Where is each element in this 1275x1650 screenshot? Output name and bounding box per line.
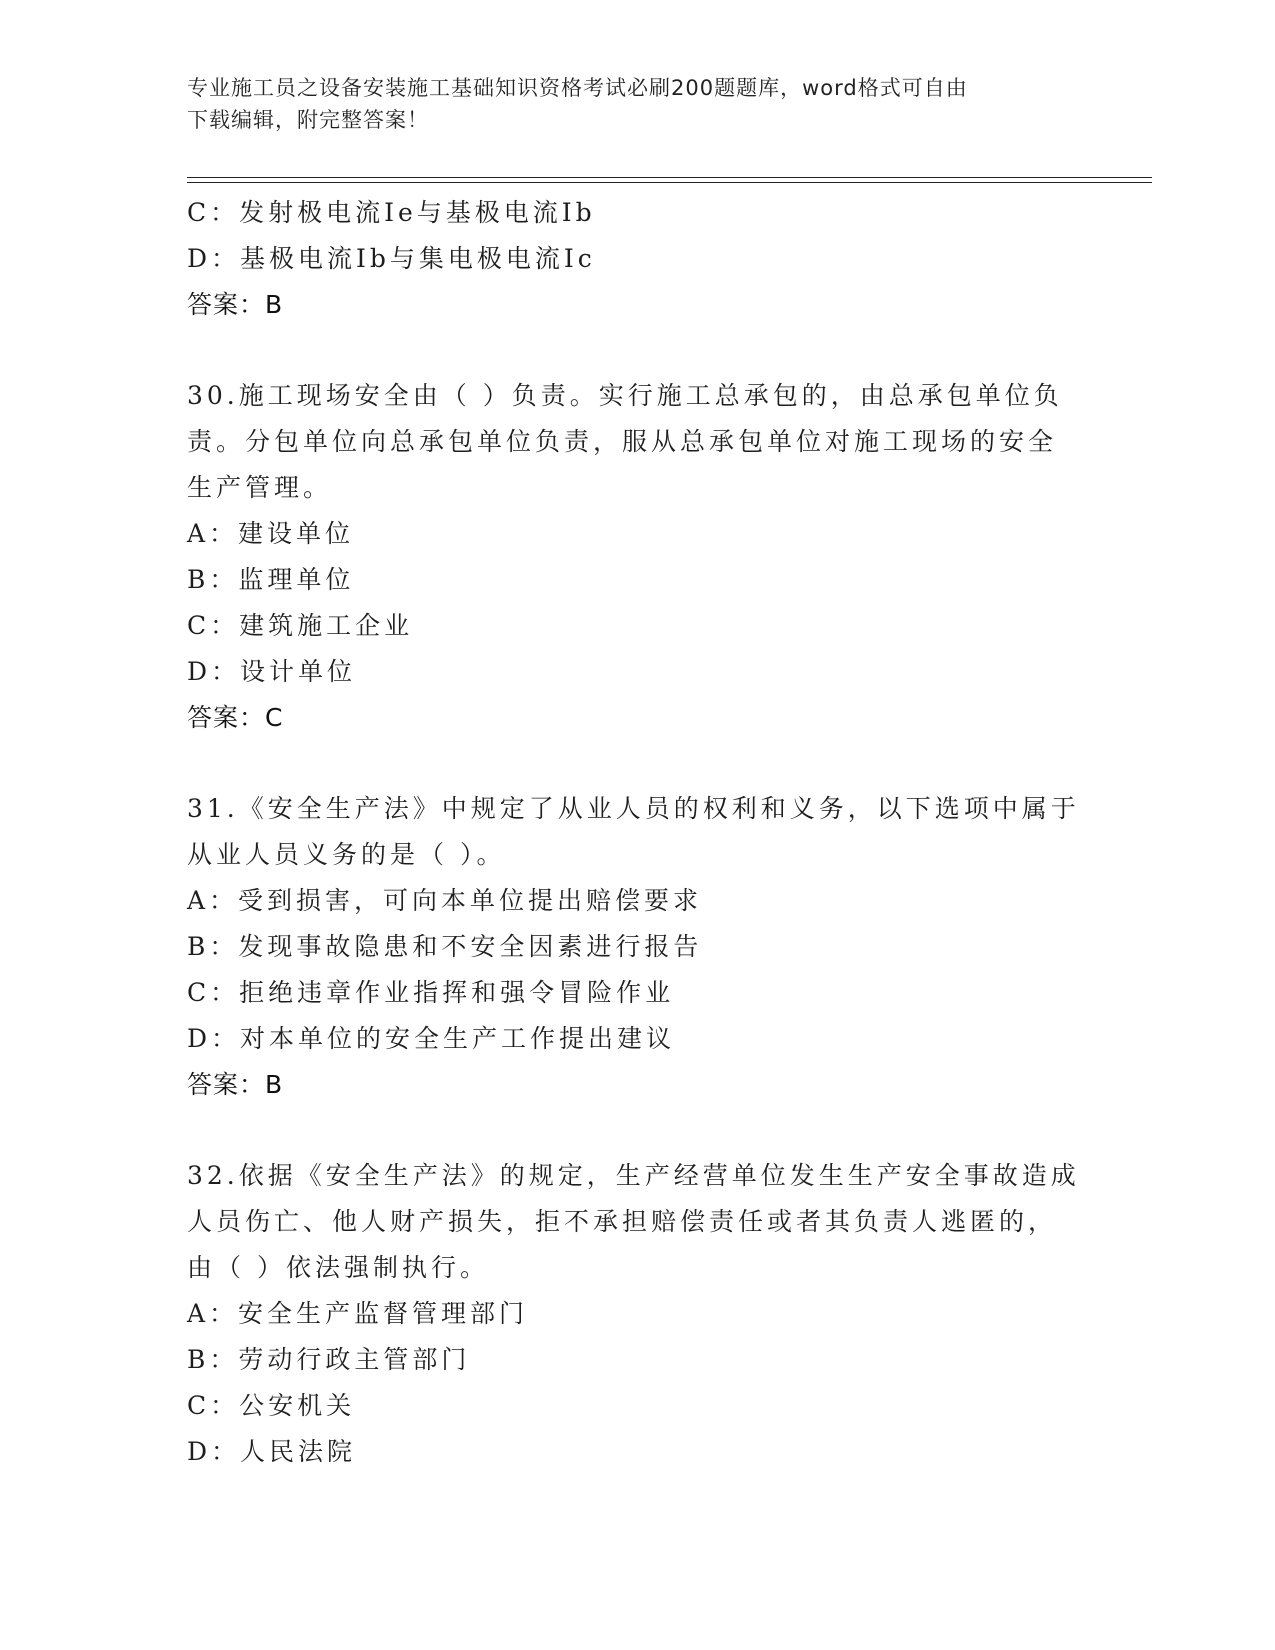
question-stem-line: 32.依据《安全生产法》的规定，生产经营单位发生生产安全事故造成 bbox=[187, 1161, 1080, 1190]
header-line-2: 下载编辑，附完整答案！ bbox=[187, 108, 429, 132]
answer-label: 答案：B bbox=[187, 290, 284, 319]
option-a: A：安全生产监督管理部门 bbox=[187, 1299, 529, 1328]
option-c: C：公安机关 bbox=[187, 1391, 356, 1420]
option-d: D：对本单位的安全生产工作提出建议 bbox=[187, 1024, 676, 1053]
question-30 bbox=[187, 373, 1087, 741]
question-stem-line: 由（ ）依法强制执行。 bbox=[187, 1253, 489, 1282]
header-divider-top bbox=[187, 177, 1152, 178]
question-stem-line: 责。分包单位向总承包单位负责，服从总承包单位对施工现场的安全 bbox=[187, 427, 1058, 456]
header-divider-bottom bbox=[187, 182, 1152, 183]
option-a: A：建设单位 bbox=[187, 519, 355, 548]
question-stem-line: 30.施工现场安全由（ ）负责。实行施工总承包的，由总承包单位负 bbox=[187, 381, 1063, 410]
question-stem-line: 人员伤亡、他人财产损失，拒不承担赔偿责任或者其负责人逃匿的， bbox=[187, 1207, 1058, 1236]
option-b: B：劳动行政主管部门 bbox=[187, 1345, 471, 1374]
answer-label: 答案：B bbox=[187, 1070, 284, 1099]
option-b: B：监理单位 bbox=[187, 565, 355, 594]
question-stem-line: 31.《安全生产法》中规定了从业人员的权利和义务，以下选项中属于 bbox=[187, 794, 1080, 823]
question-stem-line: 生产管理。 bbox=[187, 473, 333, 502]
option-c: C：发射极电流Ie与基极电流Ib bbox=[187, 198, 596, 227]
option-d: D：人民法院 bbox=[187, 1437, 357, 1466]
header-line-1: 专业施工员之设备安装施工基础知识资格考试必刷200题题库，word格式可自由 bbox=[187, 76, 968, 100]
question-32 bbox=[187, 1153, 1087, 1475]
option-d: D：基极电流Ib与集电极电流Ic bbox=[187, 244, 596, 273]
option-d: D：设计单位 bbox=[187, 657, 357, 686]
option-c: C：建筑施工企业 bbox=[187, 611, 414, 640]
document-header bbox=[187, 72, 1067, 136]
option-c: C：拒绝违章作业指挥和强令冒险作业 bbox=[187, 978, 675, 1007]
question-stem-line: 从业人员义务的是（ ）。 bbox=[187, 840, 506, 869]
question-list bbox=[187, 190, 1087, 1475]
option-a: A：受到损害，可向本单位提出赔偿要求 bbox=[187, 886, 703, 915]
question-29-continuation bbox=[187, 190, 1087, 328]
option-b: B：发现事故隐患和不安全因素进行报告 bbox=[187, 932, 703, 961]
answer-label: 答案：C bbox=[187, 703, 284, 732]
question-31 bbox=[187, 786, 1087, 1108]
